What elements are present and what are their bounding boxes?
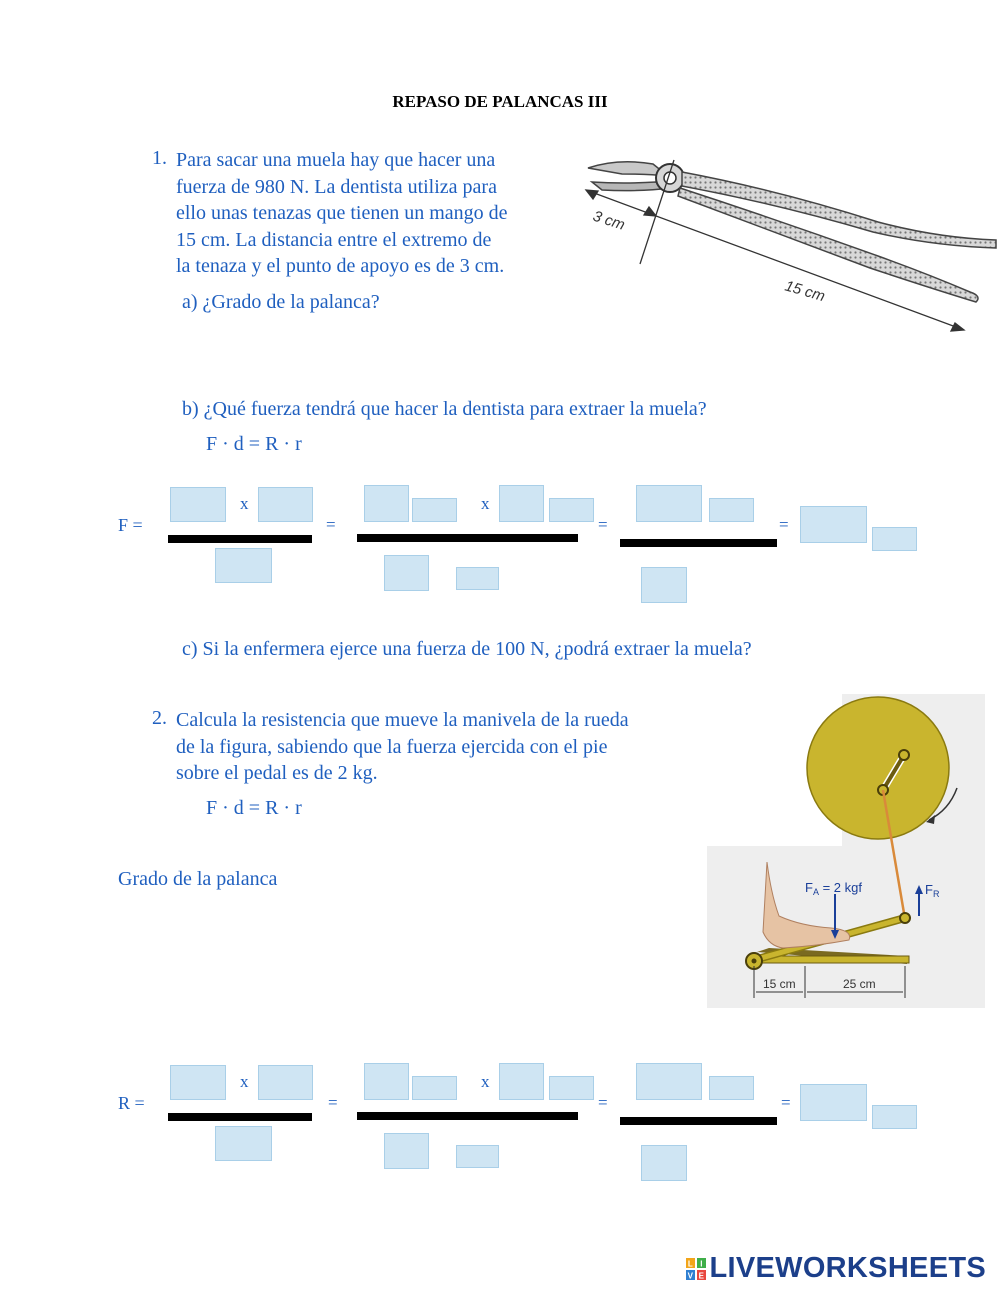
unit-box[interactable] bbox=[456, 1145, 499, 1168]
q1-a-text: a) ¿Grado de la palanca? bbox=[182, 291, 380, 313]
times-sign: x bbox=[240, 1072, 249, 1091]
answer-box[interactable] bbox=[641, 567, 687, 603]
equation-f-lhs: F = bbox=[118, 515, 143, 535]
dimension-15cm: 15 cm bbox=[763, 977, 796, 991]
q1-text bbox=[176, 147, 576, 280]
pedal-wheel-figure bbox=[707, 694, 985, 1008]
answer-box[interactable] bbox=[641, 1145, 687, 1181]
q2-line: Calcula la resistencia que mueve la manivela de la rueda bbox=[176, 709, 629, 731]
answer-box[interactable] bbox=[258, 487, 313, 522]
answer-box[interactable] bbox=[800, 506, 867, 543]
unit-box[interactable] bbox=[872, 527, 917, 551]
unit-box[interactable] bbox=[549, 498, 594, 522]
q2-number: 2. bbox=[152, 707, 167, 729]
answer-box[interactable] bbox=[258, 1065, 313, 1100]
answer-box[interactable] bbox=[499, 485, 544, 522]
force-a-label: $F_A = 2$ kgf bbox=[805, 880, 862, 897]
answer-box[interactable] bbox=[384, 555, 429, 591]
answer-box[interactable] bbox=[215, 1126, 272, 1161]
unit-box[interactable] bbox=[709, 498, 754, 522]
svg-text:I: I bbox=[699, 1259, 703, 1269]
equals-sign: = bbox=[779, 515, 789, 534]
q2-text bbox=[176, 707, 716, 787]
dimension-25cm: 25 cm bbox=[843, 977, 876, 991]
force-r-label: $F_R$ bbox=[925, 882, 940, 899]
answer-box[interactable] bbox=[364, 1063, 409, 1100]
answer-box[interactable] bbox=[636, 1063, 702, 1100]
svg-text:L: L bbox=[687, 1259, 693, 1269]
times-sign: x bbox=[481, 1072, 490, 1091]
unit-box[interactable] bbox=[709, 1076, 754, 1100]
answer-box[interactable] bbox=[364, 485, 409, 522]
q1-number: 1. bbox=[152, 147, 167, 169]
equals-sign: = bbox=[326, 515, 336, 534]
times-sign: x bbox=[240, 494, 249, 513]
answer-box[interactable] bbox=[384, 1133, 429, 1169]
q1-line: Para sacar una muela hay que hacer una bbox=[176, 149, 496, 171]
q1-b-text: b) ¿Qué fuerza tendrá que hacer la dentista para extraer la muela? bbox=[182, 398, 707, 420]
times-sign: x bbox=[481, 494, 490, 513]
fraction-bar bbox=[620, 539, 777, 547]
pliers-label-15cm: 15 cm bbox=[782, 277, 827, 306]
wheel bbox=[807, 697, 949, 839]
fraction-bar bbox=[168, 535, 312, 543]
grado-label: Grado de la palanca bbox=[118, 868, 278, 890]
equals-sign: = bbox=[598, 1093, 608, 1112]
answer-box[interactable] bbox=[170, 487, 226, 522]
q1-c-text: c) Si la enfermera ejerce una fuerza de 100 N, ¿podrá extraer la muela? bbox=[182, 638, 752, 660]
fraction-bar bbox=[357, 1112, 578, 1120]
fraction-bar bbox=[620, 1117, 777, 1125]
q2-formula: F · d = R · r bbox=[206, 797, 302, 819]
answer-box[interactable] bbox=[170, 1065, 226, 1100]
answer-box[interactable] bbox=[499, 1063, 544, 1100]
svg-text:E: E bbox=[698, 1271, 704, 1281]
equals-sign: = bbox=[781, 1093, 791, 1112]
fraction-bar bbox=[357, 534, 578, 542]
page-title: REPASO DE PALANCAS III bbox=[392, 92, 608, 111]
equation-r-lhs: R = bbox=[118, 1093, 145, 1113]
answer-box[interactable] bbox=[215, 548, 272, 583]
q2-line: de la figura, sabiendo que la fuerza ejercida con el pie bbox=[176, 735, 608, 758]
liveworksheets-logo-icon bbox=[686, 1258, 706, 1280]
fraction-bar bbox=[168, 1113, 312, 1121]
liveworksheets-logo-text: LIVEWORKSHEETS bbox=[709, 1252, 986, 1284]
unit-box[interactable] bbox=[549, 1076, 594, 1100]
svg-text:V: V bbox=[687, 1271, 693, 1281]
liveworksheets-logo[interactable] bbox=[686, 1252, 987, 1285]
q1-line: fuerza de 980 N. La dentista utiliza para bbox=[176, 175, 497, 198]
q1-formula: F · d = R · r bbox=[206, 433, 302, 455]
answer-box[interactable] bbox=[636, 485, 702, 522]
pliers-figure bbox=[578, 140, 1000, 340]
answer-box[interactable] bbox=[800, 1084, 867, 1121]
unit-box[interactable] bbox=[456, 567, 499, 590]
pliers-label-3cm: 3 cm bbox=[590, 207, 627, 234]
q1-line: ello unas tenazas que tienen un mango de bbox=[176, 202, 508, 224]
q1-line: la tenaza y el punto de apoyo es de 3 cm. bbox=[176, 255, 505, 277]
equals-sign: = bbox=[598, 515, 608, 534]
q2-line: sobre el pedal es de 2 kg. bbox=[176, 762, 378, 784]
unit-box[interactable] bbox=[872, 1105, 917, 1129]
unit-box[interactable] bbox=[412, 1076, 457, 1100]
q1-line: 15 cm. La distancia entre el extremo de bbox=[176, 228, 492, 251]
equals-sign: = bbox=[328, 1093, 338, 1112]
unit-box[interactable] bbox=[412, 498, 457, 522]
